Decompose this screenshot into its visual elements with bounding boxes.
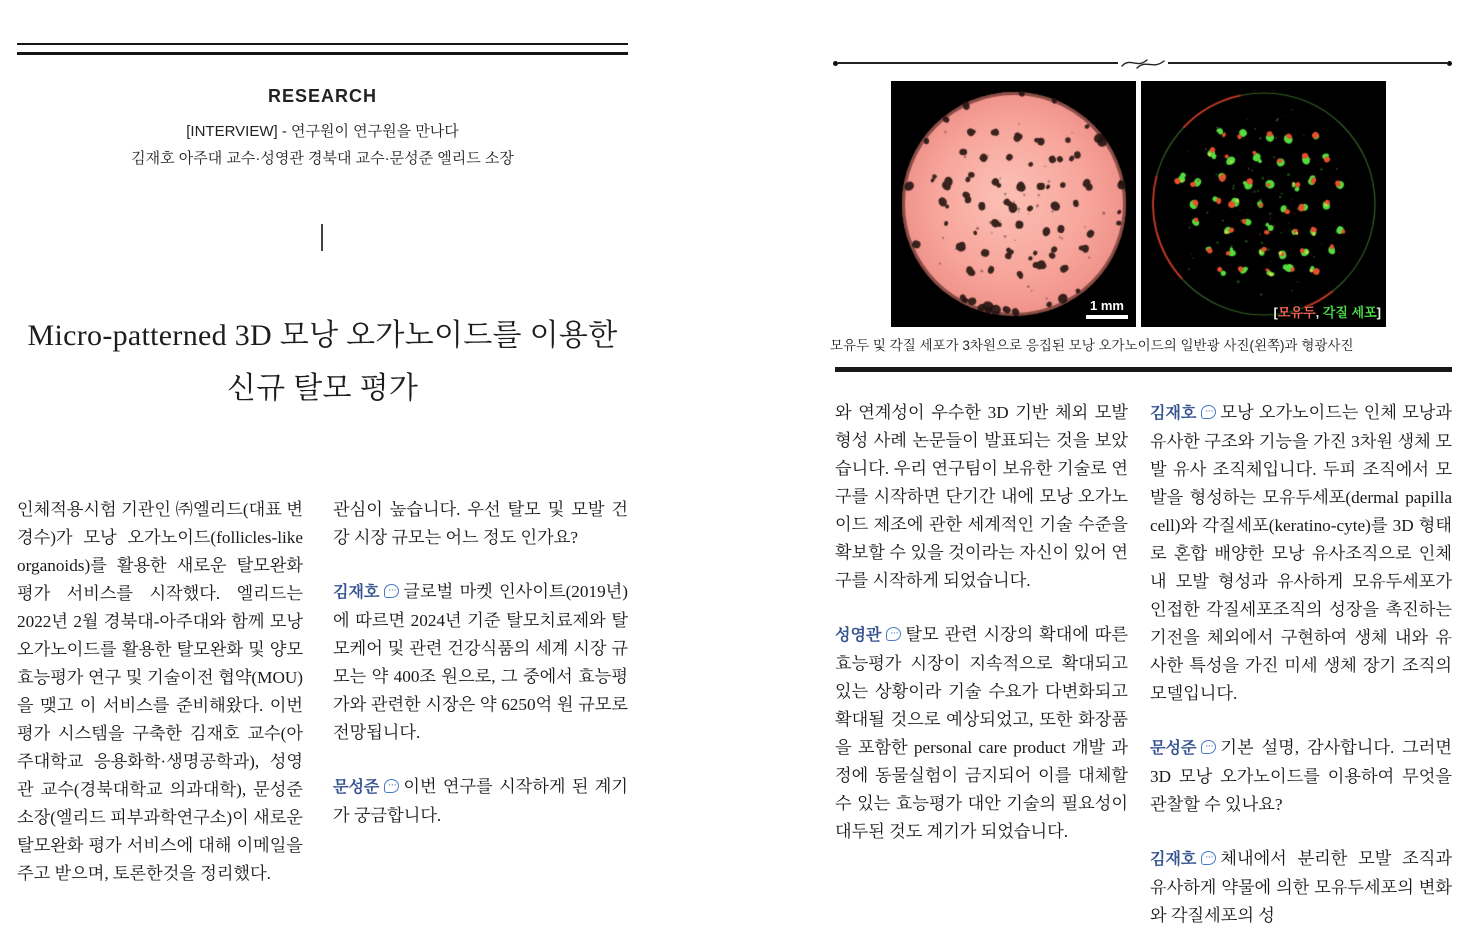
speaker-name: 김재호 bbox=[1150, 405, 1197, 422]
speaker-name: 문성준 bbox=[1150, 740, 1197, 757]
scale-bar-label: 1 mm bbox=[1090, 298, 1124, 313]
article-column-left-2 bbox=[333, 496, 628, 830]
speech-bubble-icon: ··· bbox=[1201, 851, 1216, 865]
interview-authors: 김재호 아주대 교수·성영관 경북대 교수·문성준 엘리드 소장 bbox=[131, 150, 514, 167]
interview-paragraph bbox=[333, 578, 628, 747]
fluorescence-image bbox=[1141, 81, 1386, 327]
legend-keratinocyte: 각질 세포 bbox=[1322, 305, 1377, 320]
speech-bubble-icon: ··· bbox=[384, 779, 399, 793]
interview-paragraph bbox=[1150, 845, 1452, 930]
brightfield-image bbox=[891, 81, 1136, 327]
legend-comma: , bbox=[1315, 305, 1323, 320]
paragraph-text: 체내에서 분리한 모발 조직과 유사하게 약물에 의한 모유두세포의 변화와 각질세포의 성 bbox=[1150, 849, 1452, 925]
ornament-divider bbox=[833, 55, 1452, 71]
figure-caption: 모유두 및 각질 세포가 3차원으로 응집된 모낭 오가노이드의 일반광 사진(왼쪽)과 형광사진 bbox=[830, 338, 1354, 353]
paragraph-text: 관심이 높습니다. 우선 탈모 및 모발 건강 시장 규모는 어느 정도 인가요? bbox=[333, 500, 628, 547]
divider-dot-right bbox=[1447, 61, 1452, 66]
article-paragraph bbox=[835, 399, 1128, 595]
article-paragraph bbox=[333, 496, 628, 552]
article-title-line-1: Micro-patterned 3D 모낭 오가노이드를 이용한 bbox=[27, 319, 618, 352]
paragraph-text: 탈모 관련 시장의 확대에 따른 효능평가 시장이 지속적으로 확대되고 있는 상황이라 기술 수요가 다변화되고 확대될 것으로 예상되었고, 또한 화장품을 포함한 personal care product 개발 과정에 동물실험이 금지되어 이를 대체할 수 있는 효능평가 대안 기술의 필요성이 대두된 것도 계기가 되었습니다. bbox=[835, 625, 1128, 841]
brightfield-canvas bbox=[891, 81, 1136, 327]
interview-paragraph bbox=[333, 773, 628, 830]
interview-paragraph bbox=[1150, 399, 1452, 708]
divider-squiggle-icon bbox=[1120, 55, 1166, 71]
article-paragraph bbox=[17, 496, 303, 888]
paragraph-text: 이번 연구를 시작하게 된 계기가 궁금합니다. bbox=[333, 777, 628, 825]
section-label: RESEARCH bbox=[267, 86, 377, 106]
speaker-name: 성영관 bbox=[835, 627, 882, 644]
speech-bubble-icon: ··· bbox=[1201, 740, 1216, 754]
speech-bubble-icon: ··· bbox=[886, 627, 901, 641]
scale-bar-line bbox=[1086, 315, 1128, 319]
paragraph-text: 모낭 오가노이드는 인체 모낭과 유사한 구조와 기능을 가진 3차원 생체 모발 유사 조직체입니다. 두피 조직에서 모발을 형성하는 모유두세포(dermal papilla cell)와 각질세포(keratino-cyte)를 3D 형태로 혼합 배양한 모낭 유사조직으로 인체 내 모발 형성과 유사하게 모유두세포가 인접한 각질세포조직의 성장을 촉진하는 기전을 체외에서 구현하여 생체 내와 유사한 특성을 가진 미세 생체 장기 조직의 모델입니다. bbox=[1150, 403, 1452, 703]
speech-bubble-icon: ··· bbox=[384, 584, 399, 598]
title-divider-bar bbox=[321, 224, 323, 251]
paragraph-text: 인체적용시험 기관인 ㈜엘리드(대표 변경수)가 모낭 오가노이드(follicles-like organoids)를 활용한 새로운 탈모완화 평가 서비스를 시작했다. 엘리드는 2022년 2월 경북대-아주대와 함께 모낭 오가노이드를 활용한 탈모완화 및 양모 효능평가 연구 및 기술이전 협약(MOU)을 맺고 이 서비스를 준비해왔다. 이번 평가 시스템을 구축한 김재호 교수(아주대학교 응용화학·생명공학과), 성영관 교수(경북대학교 의과대학), 문성준 소장(엘리드 피부과학연구소)이 새로운 탈모완화 평가 서비스에 대해 이메일을 주고 받으며, 토론한것을 정리했다. bbox=[17, 500, 303, 883]
legend-dermal-papilla: 모유두 bbox=[1277, 305, 1316, 320]
speech-bubble-icon: ··· bbox=[1201, 405, 1216, 419]
article-title-line-2: 신규 탈모 평가 bbox=[226, 372, 419, 405]
legend-bracket-open: [ bbox=[1273, 305, 1278, 320]
legend-bracket-close: ] bbox=[1376, 305, 1381, 320]
interview-subtitle: [INTERVIEW] - 연구원이 연구원을 만나다 bbox=[186, 123, 459, 140]
article-column-right-2 bbox=[1150, 399, 1452, 930]
speaker-name: 김재호 bbox=[1150, 851, 1197, 868]
figure-legend bbox=[1274, 302, 1381, 321]
fluorescence-canvas bbox=[1141, 81, 1386, 327]
paragraph-text: 기본 설명, 감사합니다. 그러면 3D 모낭 오가노이드를 이용하여 무엇을 관찰할 수 있나요? bbox=[1150, 738, 1452, 814]
speaker-name: 김재호 bbox=[333, 584, 380, 601]
article-column-right-1 bbox=[835, 399, 1128, 846]
paragraph-text: 와 연계성이 우수한 3D 기반 체외 모발 형성 사례 논문들이 발표되는 것을 보았습니다. 우리 연구팀이 보유한 기술로 연구를 시작하면 단기간 내에 모낭 오가노이드 제조에 관한 세계적인 기술 수준을 확보할 수 있을 것이라는 자신이 있어 연구를 시작하게 되었습니다. bbox=[835, 403, 1128, 590]
interview-paragraph bbox=[835, 621, 1128, 846]
divider-line-right bbox=[1168, 62, 1448, 64]
interview-paragraph bbox=[1150, 734, 1452, 819]
header-rule bbox=[17, 43, 628, 55]
speaker-name: 문성준 bbox=[333, 779, 380, 796]
paragraph-text: 글로벌 마켓 인사이트(2019년)에 따르면 2024년 기준 탈모치료제와 탈모케어 및 관련 건강식품의 세계 시장 규모는 약 400조 원으로, 그 중에서 효능평가와 관련한 시장은 약 6250억 원 규모로 전망됩니다. bbox=[333, 582, 628, 742]
article-column-left-1 bbox=[17, 496, 303, 888]
section-rule bbox=[835, 367, 1452, 372]
divider-line-left bbox=[838, 62, 1118, 64]
scale-bar bbox=[1086, 299, 1128, 319]
